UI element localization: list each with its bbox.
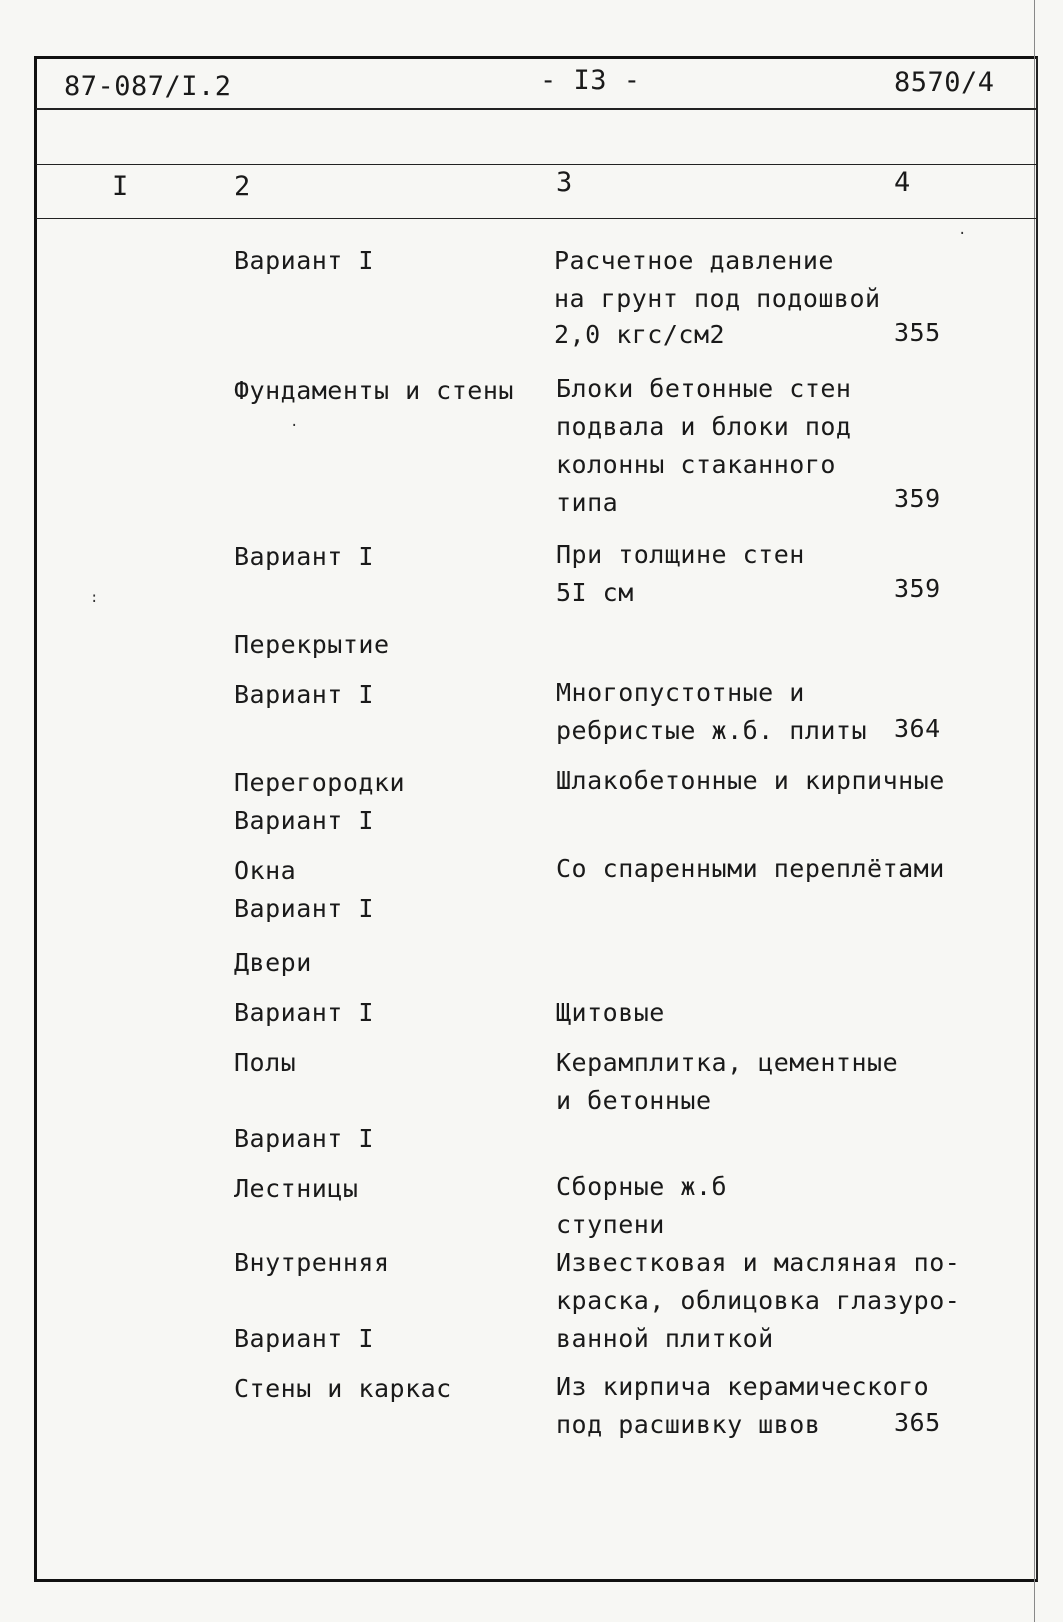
item-name: Вариант I bbox=[234, 542, 374, 571]
doc-reference: 8570/4 bbox=[894, 67, 995, 98]
column-1-heading: I bbox=[112, 171, 129, 202]
item-description-line: Со спаренными переплётами bbox=[556, 854, 945, 883]
item-description-line: Керамплитка, цементные bbox=[556, 1048, 899, 1077]
doc-code: 87-087/I.2 bbox=[64, 71, 232, 102]
item-name: Вариант I bbox=[234, 246, 374, 275]
item-description-line: Расчетное давление bbox=[554, 246, 834, 275]
item-description-line: ребристые ж.б. плиты bbox=[556, 716, 868, 745]
item-page-ref: 364 bbox=[894, 714, 941, 743]
section-heading: Внутренняя bbox=[234, 1248, 390, 1277]
item-description-line: колонны стаканного bbox=[556, 450, 836, 479]
item-description-line: Многопустотные и bbox=[556, 678, 805, 707]
section-heading: Окна bbox=[234, 856, 297, 885]
item-name: Вариант I bbox=[234, 998, 374, 1027]
item-description-line: Блоки бетонные стен bbox=[556, 374, 852, 403]
column-2-heading: 2 bbox=[234, 171, 251, 202]
item-description-line: типа bbox=[556, 488, 619, 517]
item-description-line: 2,0 кгс/см2 bbox=[554, 320, 726, 349]
item-name: Вариант I bbox=[234, 806, 374, 835]
header-rule bbox=[36, 108, 1036, 110]
item-description-line: подвала и блоки под bbox=[556, 412, 852, 441]
item-description-line: ванной плиткой bbox=[556, 1324, 774, 1353]
item-description-line: Из кирпича керамического bbox=[556, 1372, 930, 1401]
column-4-heading: 4 bbox=[894, 167, 911, 198]
item-description-line: на грунт под подошвой bbox=[554, 284, 881, 313]
section-heading: Полы bbox=[234, 1048, 297, 1077]
item-description-line: и бетонные bbox=[556, 1086, 712, 1115]
item-page-ref: 365 bbox=[894, 1408, 941, 1437]
scan-speck: : bbox=[90, 590, 99, 606]
item-description-line: Известковая и масляная по- bbox=[556, 1248, 961, 1277]
item-description-line: Сборные ж.б bbox=[556, 1172, 728, 1201]
item-page-ref: 359 bbox=[894, 484, 941, 513]
item-description-line: Шлакобетонные и кирпичные bbox=[556, 766, 945, 795]
page-frame bbox=[34, 56, 1038, 1582]
page-number: - I3 - bbox=[540, 65, 641, 96]
item-description-line: 5I см bbox=[556, 578, 634, 607]
item-description-line: ступени bbox=[556, 1210, 665, 1239]
section-heading: Перегородки bbox=[234, 768, 406, 797]
item-name: Вариант I bbox=[234, 894, 374, 923]
item-page-ref: 355 bbox=[894, 318, 941, 347]
item-name: Вариант I bbox=[234, 1124, 374, 1153]
item-description-line: Щитовые bbox=[556, 998, 665, 1027]
section-heading: Двери bbox=[234, 948, 312, 977]
section-heading: Перекрытие bbox=[234, 630, 390, 659]
item-name: Вариант I bbox=[234, 1324, 374, 1353]
scan-speck: · bbox=[290, 418, 299, 434]
item-name: Вариант I bbox=[234, 680, 374, 709]
item-name: Фундаменты и стены bbox=[234, 376, 514, 405]
scan-speck: · bbox=[958, 226, 967, 242]
section-heading: Лестницы bbox=[234, 1174, 359, 1203]
margin-line bbox=[1034, 0, 1035, 1622]
item-description-line: При толщине стен bbox=[556, 540, 805, 569]
item-page-ref: 359 bbox=[894, 574, 941, 603]
item-description-line: под расшивку швов bbox=[556, 1410, 821, 1439]
section-heading: Стены и каркас bbox=[234, 1374, 452, 1403]
column-3-heading: 3 bbox=[556, 167, 573, 198]
column-header-bottom-rule bbox=[36, 218, 1036, 219]
item-description-line: краска, облицовка глазуро- bbox=[556, 1286, 961, 1315]
column-header-top-rule bbox=[36, 164, 1036, 165]
